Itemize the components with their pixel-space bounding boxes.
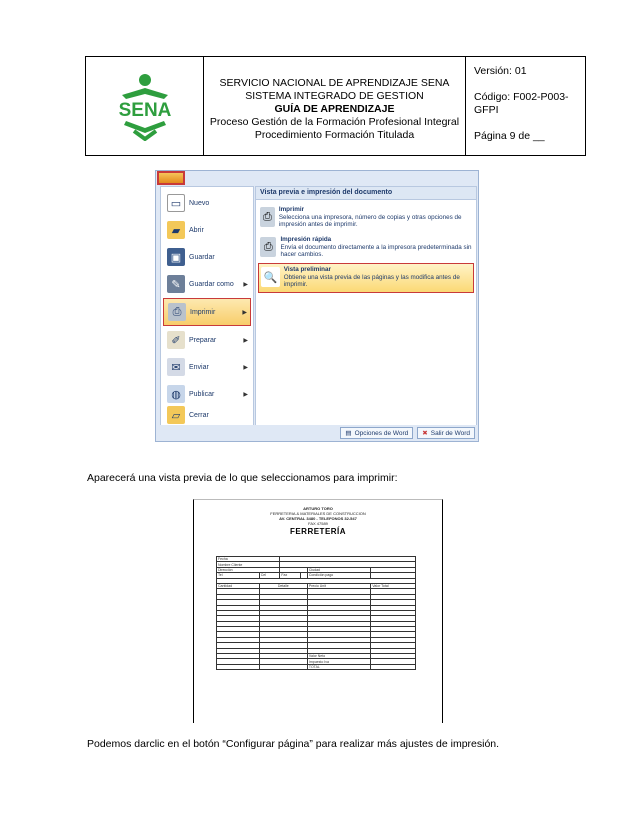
office-menu-left bbox=[160, 186, 254, 426]
send-mail-icon: ✉ bbox=[167, 358, 185, 376]
exit-word-button[interactable]: ✖ Salir de Word bbox=[417, 427, 475, 439]
logo-text: SENA bbox=[118, 100, 171, 121]
version-label: Versión: 01 bbox=[474, 65, 527, 77]
org-line-2: SISTEMA INTEGRADO DE GESTION bbox=[245, 89, 424, 102]
sena-logo-icon bbox=[104, 71, 186, 141]
paragraph-page-setup: Podemos darclic en el botón “Configurar página” para realizar más ajustes de impresión. bbox=[87, 738, 500, 750]
header-title-block bbox=[204, 57, 466, 155]
print-preview-page bbox=[193, 499, 443, 723]
submenu-item-impresion-rapida[interactable]: ⎙ Impresión rápida Envía el documento directamente a la impresora predeterminada sin hacer cambios. bbox=[258, 234, 474, 264]
submenu-header: Vista previa e impresión del documento bbox=[256, 187, 476, 200]
printer-icon: ⎙ bbox=[260, 207, 275, 227]
menu-item-preparar[interactable]: ✐ Preparar ▶ bbox=[163, 326, 251, 354]
submenu-item-vista-preliminar[interactable]: 🔍 Vista preliminar Obtiene una vista previa de las páginas y las modifica antes de imprimir. bbox=[258, 263, 474, 293]
menu-item-enviar[interactable]: ✉ Enviar ▶ bbox=[163, 353, 251, 381]
page-label: Página 9 de __ bbox=[474, 130, 545, 142]
close-folder-icon: ▱ bbox=[167, 406, 185, 424]
process-line: Proceso Gestión de la Formación Profesional Integral bbox=[209, 115, 460, 128]
menu-item-nuevo[interactable]: ▭ Nuevo bbox=[163, 189, 251, 217]
code-label: Código: F002-P003-GFPI bbox=[474, 91, 569, 116]
preview-letterhead: ARTURO TORO FERRETERIA & MATERIALES DE CONSTRUCCION AV. CENTRAL 3480 - TELEFONOS 32-547 FAX 47589 bbox=[270, 506, 366, 526]
floppy-disk-icon: ▣ bbox=[167, 248, 185, 266]
submenu-arrow-icon: ▶ bbox=[243, 281, 248, 288]
sena-logo bbox=[86, 57, 204, 155]
org-line-1: SERVICIO NACIONAL DE APRENDIZAJE SENA bbox=[219, 76, 450, 89]
printer-icon: ⎙ bbox=[168, 303, 186, 321]
submenu-item-imprimir[interactable]: ⎙ Imprimir Selecciona una impresora, número de copias y otras opciones de impresión antes de imprimir. bbox=[258, 204, 474, 234]
quick-print-icon: ⎙ bbox=[260, 237, 276, 257]
submenu-arrow-icon: ▶ bbox=[242, 309, 247, 316]
options-icon: ▤ bbox=[345, 430, 352, 437]
invoice-table: Fecha Nombre Cliente Dirección Ciudad Tel Cel Fax Condición pago Cantidad Detalle Precio Unit Valor Total Valor Neto Impuesto Iva TOTAL bbox=[216, 556, 416, 670]
office-menu-right bbox=[255, 186, 477, 426]
menu-item-publicar[interactable]: ◍ Publicar ▶ bbox=[163, 380, 251, 408]
print-preview-icon: 🔍 bbox=[261, 267, 280, 287]
submenu-arrow-icon: ▶ bbox=[243, 391, 248, 398]
document-header bbox=[85, 56, 586, 156]
publish-icon: ◍ bbox=[167, 385, 185, 403]
new-document-icon: ▭ bbox=[167, 194, 185, 212]
office-menu-screenshot bbox=[155, 170, 479, 442]
menu-item-abrir[interactable]: ▰ Abrir bbox=[163, 216, 251, 244]
procedure-line: Procedimiento Formación Titulada bbox=[254, 128, 415, 141]
header-meta bbox=[466, 57, 585, 155]
paragraph-preview-intro: Aparecerá una vista previa de lo que seleccionamos para imprimir: bbox=[87, 472, 398, 484]
close-icon: ✖ bbox=[422, 430, 428, 437]
office-menu-footer bbox=[156, 425, 478, 441]
preview-title: FERRETERÍA bbox=[289, 527, 347, 536]
submenu-arrow-icon: ▶ bbox=[243, 337, 248, 344]
save-as-icon: ✎ bbox=[167, 275, 185, 293]
menu-item-guardar-como[interactable]: ✎ Guardar como ▶ bbox=[163, 270, 251, 298]
prepare-icon: ✐ bbox=[167, 331, 185, 349]
menu-item-imprimir[interactable]: ⎙ Imprimir ▶ bbox=[163, 298, 251, 326]
invoice-form bbox=[216, 556, 416, 670]
menu-item-cerrar[interactable]: ▱ Cerrar bbox=[163, 401, 251, 429]
word-options-button[interactable]: ▤ Opciones de Word bbox=[340, 427, 413, 439]
office-button[interactable] bbox=[157, 171, 185, 185]
folder-open-icon: ▰ bbox=[167, 221, 185, 239]
submenu-arrow-icon: ▶ bbox=[243, 364, 248, 371]
guide-title: GUÍA DE APRENDIZAJE bbox=[274, 102, 395, 115]
menu-item-guardar[interactable]: ▣ Guardar bbox=[163, 243, 251, 271]
